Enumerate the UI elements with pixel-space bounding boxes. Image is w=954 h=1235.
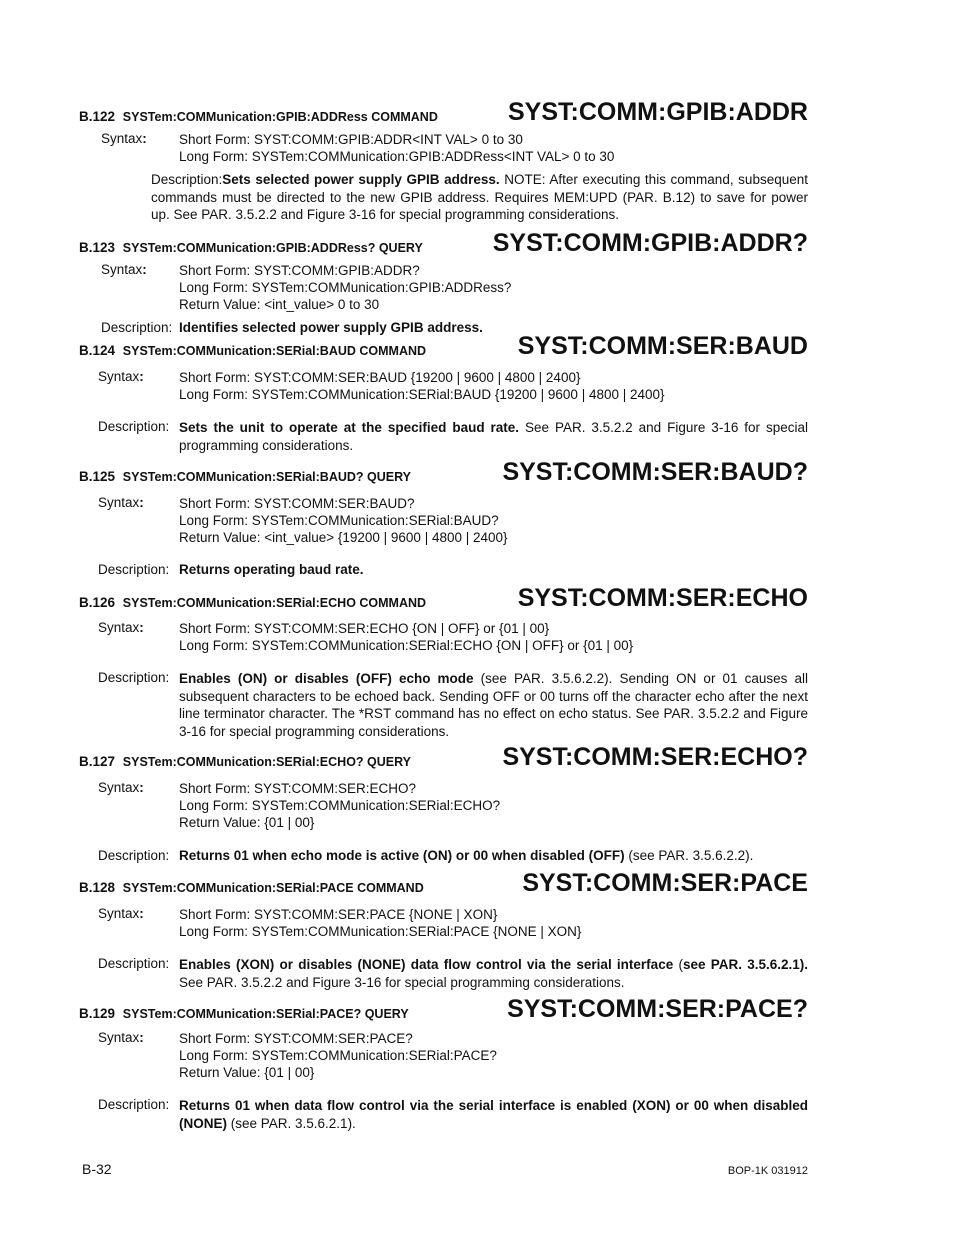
section-heading: B.122 SYSTem:COMMunication:GPIB:ADDRess COMMAND [79, 109, 438, 124]
syntax-return: Return Value: {01 | 00} [179, 1065, 315, 1080]
syntax-block [179, 906, 808, 940]
command-banner: SYST:COMM:GPIB:ADDR? [492, 229, 808, 257]
description-label: Description: [98, 419, 170, 434]
syntax-block [179, 369, 808, 403]
command-banner: SYST:COMM:SER:BAUD? [502, 458, 808, 486]
description-label: Description: [98, 562, 170, 577]
description-label: Description: [101, 320, 173, 335]
description: Identifies selected power supply GPIB address. [179, 320, 483, 335]
syntax-long: Long Form: SYSTem:COMMunication:SERial:BAUD {19200 | 9600 | 4800 | 2400} [179, 387, 665, 402]
syntax-label: Syntax: [98, 495, 144, 510]
syntax-return: Return Value: <int_value> {19200 | 9600 | 4800 | 2400} [179, 530, 508, 545]
command-banner: SYST:COMM:SER:ECHO? [502, 743, 808, 771]
syntax-label: Syntax: [98, 780, 144, 795]
syntax-label: Syntax: [98, 620, 144, 635]
description: Sets the unit to operate at the specified baud rate. See PAR. 3.5.2.2 and Figure 3-16 for special programming considerations. [179, 420, 808, 453]
description: Returns 01 when data flow control via the serial interface is enabled (XON) or 00 when disabled (NONE) (see PAR. 3.5.6.2.1). [179, 1098, 808, 1131]
syntax-long: Long Form: SYSTem:COMMunication:SERial:BAUD? [179, 513, 499, 528]
command-banner: SYST:COMM:SER:PACE [522, 869, 808, 897]
description: Description:Sets selected power supply GPIB address. NOTE: After executing this command, subsequent commands must be directed to the new GPIB address. Requires MEM:UPD (PAR. B.12) to save for power up. See PAR. 3.5.2.2 and Figure 3-16 for special programming considerations. [151, 172, 808, 222]
page-number: B-32 [82, 1161, 112, 1177]
section-heading: B.125 SYSTem:COMMunication:SERial:BAUD? QUERY [79, 469, 412, 484]
syntax-long: Long Form: SYSTem:COMMunication:SERial:ECHO? [179, 798, 501, 813]
syntax-return: Return Value: <int_value> 0 to 30 [179, 297, 380, 312]
syntax-label: Syntax: [98, 369, 144, 384]
syntax-short: Short Form: SYST:COMM:SER:PACE? [179, 1031, 413, 1046]
syntax-label: Syntax: [101, 262, 147, 277]
section-heading: B.124 SYSTem:COMMunication:SERial:BAUD COMMAND [79, 343, 427, 358]
syntax-long: Long Form: SYSTem:COMMunication:SERial:PACE? [179, 1048, 497, 1063]
syntax-label: Syntax: [98, 906, 144, 921]
section-heading: B.129 SYSTem:COMMunication:SERial:PACE? QUERY [79, 1006, 409, 1021]
syntax-block [179, 620, 808, 654]
syntax-block [179, 780, 808, 831]
syntax-long: Long Form: SYSTem:COMMunication:GPIB:ADDRess? [179, 280, 512, 295]
syntax-label: Syntax: [98, 1030, 144, 1045]
description-label: Description: [98, 670, 170, 685]
description: Returns 01 when echo mode is active (ON) or 00 when disabled (OFF) (see PAR. 3.5.6.2.2). [179, 848, 754, 863]
section-heading: B.123 SYSTem:COMMunication:GPIB:ADDRess? QUERY [79, 240, 423, 255]
syntax-label: Syntax: [101, 131, 147, 146]
document-id: BOP-1K 031912 [727, 1165, 808, 1177]
syntax-block [179, 262, 808, 313]
syntax-block [179, 495, 808, 546]
command-banner: SYST:COMM:SER:PACE? [507, 995, 808, 1023]
syntax-short: Short Form: SYST:COMM:SER:ECHO? [179, 781, 417, 796]
description: Enables (ON) or disables (OFF) echo mode (see PAR. 3.5.6.2.2). Sending ON or 01 causes all subsequent characters to be echoed back. Sending OFF or 00 turns off the character echo after the next line terminator character. The *RST command has no effect on echo status. See PAR. 3.5.2.2 and Figure 3-16 for special programming considerations. [179, 671, 808, 739]
syntax-short: Short Form: SYST:COMM:SER:ECHO {ON | OFF} or {01 | 00} [179, 621, 550, 636]
description-label: Description: [98, 848, 170, 863]
syntax-short: Short Form: SYST:COMM:SER:BAUD? [179, 496, 415, 511]
description: Enables (XON) or disables (NONE) data flow control via the serial interface (see PAR. 3.5.6.2.1). See PAR. 3.5.2.2 and Figure 3-16 for special programming considerations. [179, 957, 808, 990]
section-heading: B.126 SYSTem:COMMunication:SERial:ECHO COMMAND [79, 595, 427, 610]
syntax-short: Short Form: SYST:COMM:GPIB:ADDR? [179, 263, 420, 278]
syntax-short: Short Form: SYST:COMM:SER:BAUD {19200 | 9600 | 4800 | 2400} [179, 370, 581, 385]
section-heading: B.127 SYSTem:COMMunication:SERial:ECHO? QUERY [79, 754, 412, 769]
description-label: Description: [98, 956, 170, 971]
syntax-long: Long Form: SYSTem:COMMunication:GPIB:ADDRess<INT VAL> 0 to 30 [179, 149, 615, 164]
syntax-long: Long Form: SYSTem:COMMunication:SERial:PACE {NONE | XON} [179, 924, 582, 939]
command-banner: SYST:COMM:GPIB:ADDR [508, 98, 808, 126]
syntax-short: Short Form: SYST:COMM:GPIB:ADDR<INT VAL> 0 to 30 [179, 132, 523, 147]
description-label: Description: [98, 1097, 170, 1112]
syntax-short: Short Form: SYST:COMM:SER:PACE {NONE | XON} [179, 907, 498, 922]
section-heading: B.128 SYSTem:COMMunication:SERial:PACE COMMAND [79, 880, 424, 895]
command-banner: SYST:COMM:SER:ECHO [517, 584, 808, 612]
syntax-block [179, 1030, 808, 1081]
syntax-long: Long Form: SYSTem:COMMunication:SERial:ECHO {ON | OFF} or {01 | 00} [179, 638, 634, 653]
description: Returns operating baud rate. [179, 562, 364, 577]
syntax-return: Return Value: {01 | 00} [179, 815, 315, 830]
syntax-block [179, 131, 808, 165]
command-banner: SYST:COMM:SER:BAUD [517, 332, 808, 360]
